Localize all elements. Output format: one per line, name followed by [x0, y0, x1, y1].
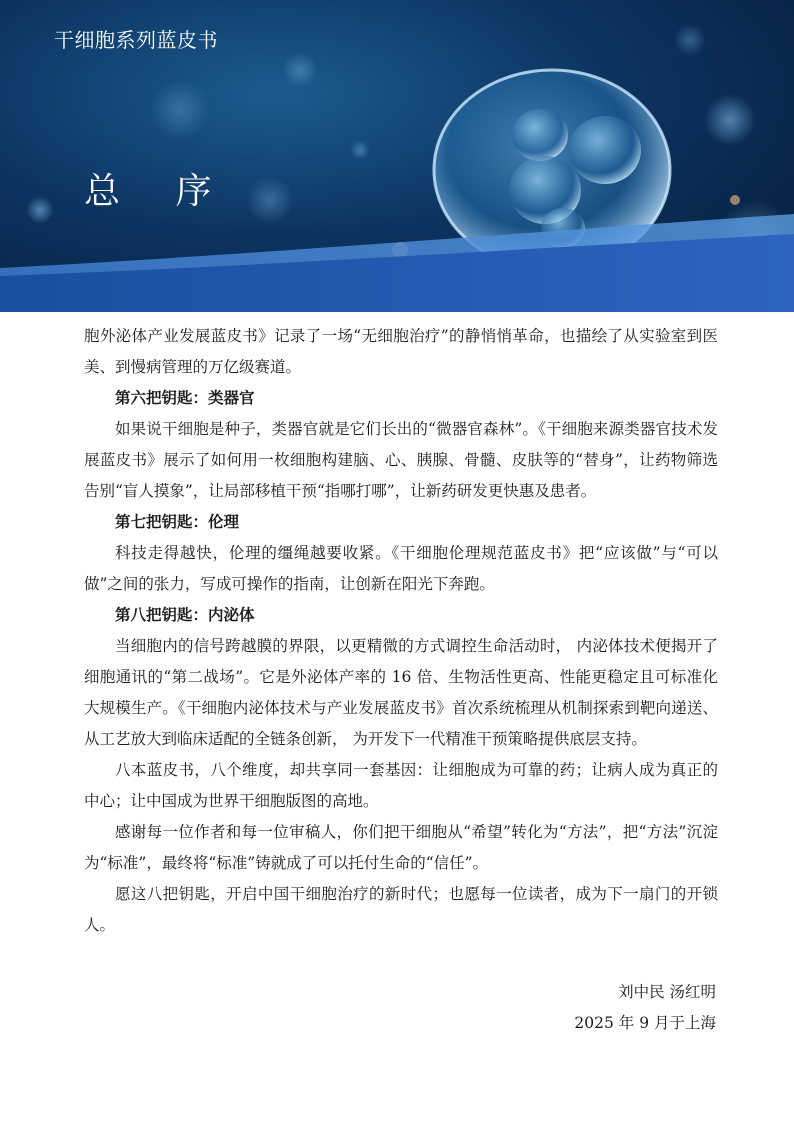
- paragraph: 如果说干细胞是种子，类器官就是它们长出的“微器官森林”。《干细胞来源类器官技术发展蓝皮书》展示了如何用一枚细胞构建脑、心、胰腺、骨髓、皮肤等的“替身”，让药物筛选告别“盲人摸象”，让局部移植干预“指哪打哪”，让新药研发更快惠及患者。: [84, 420, 718, 500]
- body-text: [84, 321, 718, 941]
- paragraph: 愿这八把钥匙，开启中国干细胞治疗的新时代；也愿每一位读者，成为下一扇门的开锁人。: [84, 885, 718, 934]
- section-heading: 第八把钥匙：内泌体: [115, 606, 255, 624]
- paragraph: 当细胞内的信号跨越膜的界限，以更精微的方式调控生命活动时， 内泌体技术便揭开了细胞通讯的“第二战场”。它是外泌体产率的 16 倍、生物活性更高、性能更稳定且可标准化大规模生产。《干细胞内泌体技术与产业发展蓝皮书》首次系统梳理从机制探索到靶向递送、 从工艺放大到临床适配的全链条创新， 为开发下一代精准干预策略提供底层支持。: [84, 637, 718, 748]
- section-heading: 第七把钥匙：伦理: [115, 513, 240, 531]
- series-title: 干细胞系列蓝皮书: [54, 28, 218, 52]
- header-banner: [0, 0, 794, 312]
- paragraph: 八本蓝皮书，八个维度，却共享同一套基因：让细胞成为可靠的药；让病人成为真正的中心；让中国成为世界干细胞版图的高地。: [84, 761, 718, 810]
- paragraph: 感谢每一位作者和每一位审稿人，你们把干细胞从“希望”转化为“方法”，把“方法”沉淀为“标准”，最终将“标准”铸就成了可以托付生命的“信任”。: [84, 823, 718, 872]
- chapter-title: 总 序: [84, 171, 234, 212]
- signature-authors: 刘中民 汤红明: [618, 983, 716, 1001]
- paragraph: 胞外泌体产业发展蓝皮书》记录了一场“无细胞治疗”的静悄悄革命，也描绘了从实验室到医美、到慢病管理的万亿级赛道。: [84, 327, 718, 376]
- signature-date-place: 2025 年 9 月于上海: [574, 1014, 716, 1032]
- section-heading: 第六把钥匙：类器官: [115, 389, 255, 407]
- paragraph: 科技走得越快，伦理的缰绳越要收紧。《干细胞伦理规范蓝皮书》把“应该做”与“可以做”之间的张力，写成可操作的指南，让创新在阳光下奔跑。: [84, 544, 718, 593]
